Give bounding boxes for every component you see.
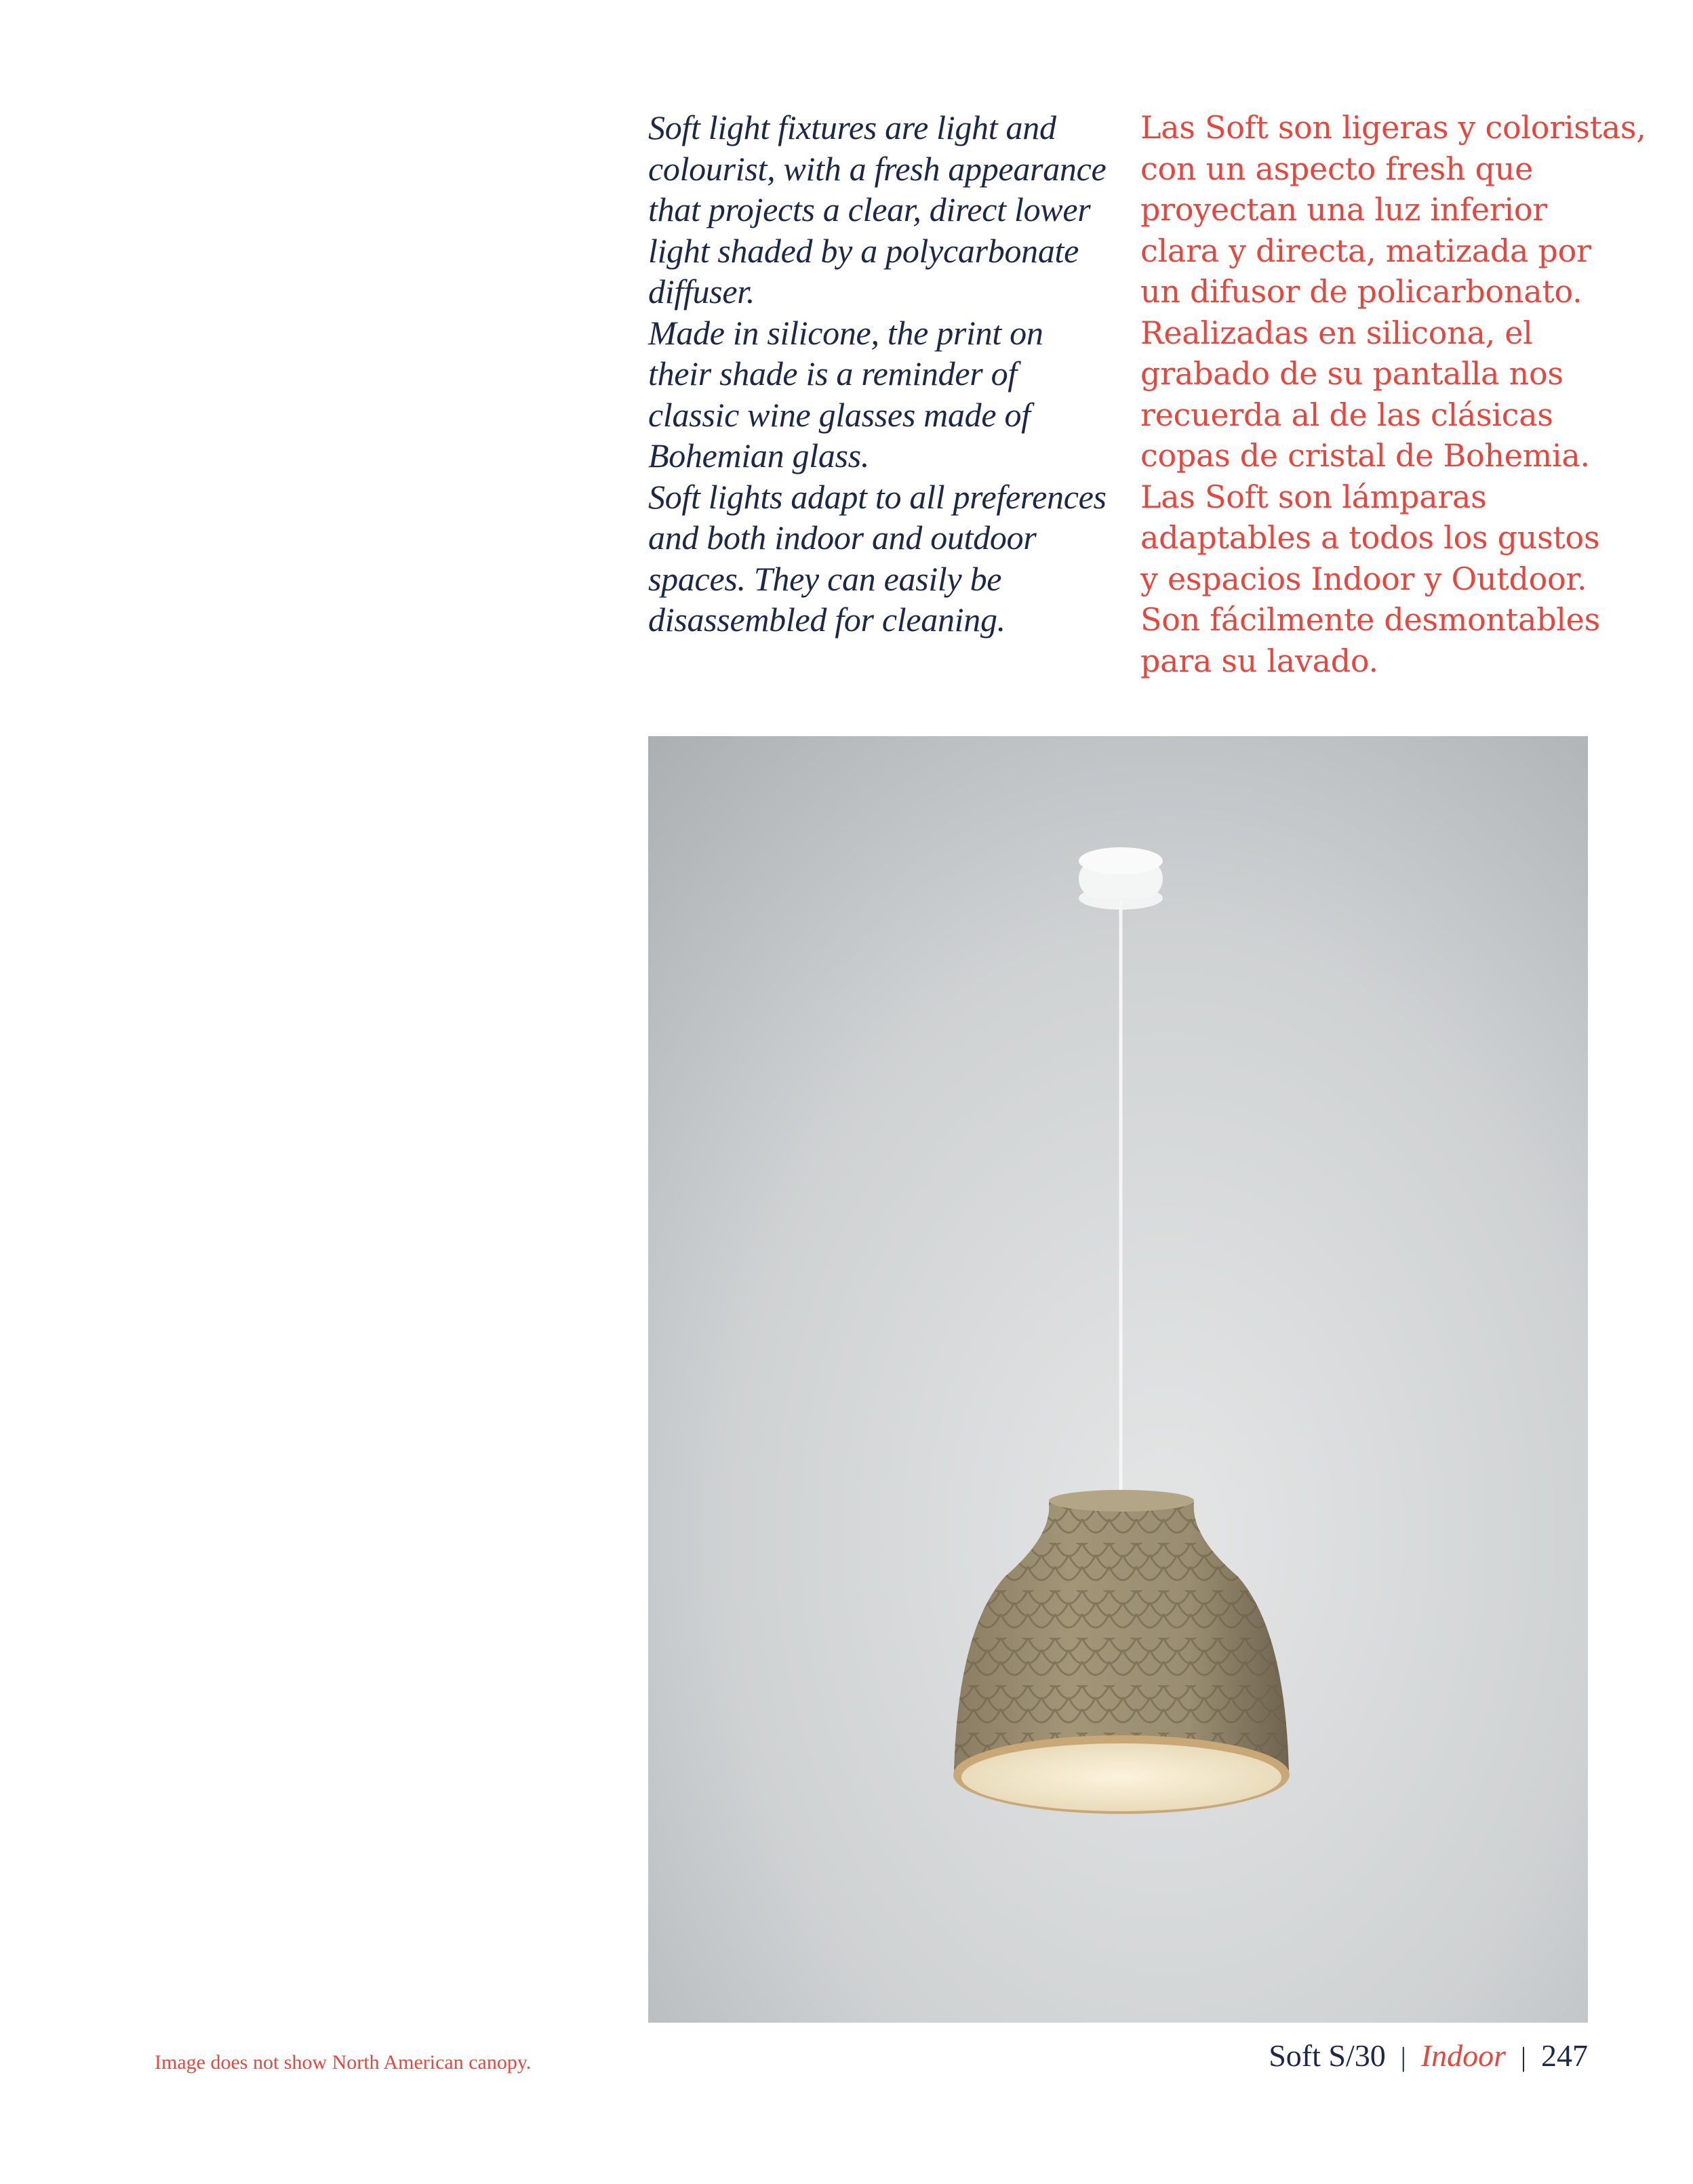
page-footer: [1269, 2038, 1588, 2074]
es-paragraph-2: Realizadas en silicona, el grabado de su pantalla nos recuerda al de las clásicas copas de cristal de Bohemia.: [1140, 314, 1590, 474]
footer-separator: |: [1400, 2042, 1406, 2072]
page-number: 247: [1541, 2038, 1588, 2073]
en-paragraph-1: Soft light fixtures are light and colourist, with a fresh appearance that projects a clear, direct lower light shaded by a polycarbonate diffuser.: [648, 108, 1107, 310]
product-name: Soft S/30: [1269, 2038, 1386, 2073]
footer-separator: |: [1520, 2042, 1526, 2072]
pendant-lamp-photo: [648, 736, 1588, 2023]
es-paragraph-1: Las Soft son ligeras y coloristas, con un aspecto fresh que proyectan una luz inferior clara y directa, matizada por un difusor de policarbonato.: [1140, 109, 1646, 310]
category-label: Indoor: [1420, 2038, 1506, 2073]
english-description: [648, 107, 1123, 641]
es-paragraph-3: Las Soft son lámparas adaptables a todos los gustos y espacios Indoor y Outdoor. Son fácilmente desmontables para su lavado.: [1140, 478, 1600, 679]
en-paragraph-2: Made in silicone, the print on their shade is a reminder of classic wine glasses made of Bohemian glass.: [648, 313, 1043, 474]
en-paragraph-3: Soft lights adapt to all preferences and both indoor and outdoor spaces. They can easily be disassembled for cleaning.: [648, 477, 1107, 639]
spanish-description: [1140, 107, 1683, 681]
canopy-disclaimer: Image does not show North American canopy.: [155, 2051, 532, 2074]
